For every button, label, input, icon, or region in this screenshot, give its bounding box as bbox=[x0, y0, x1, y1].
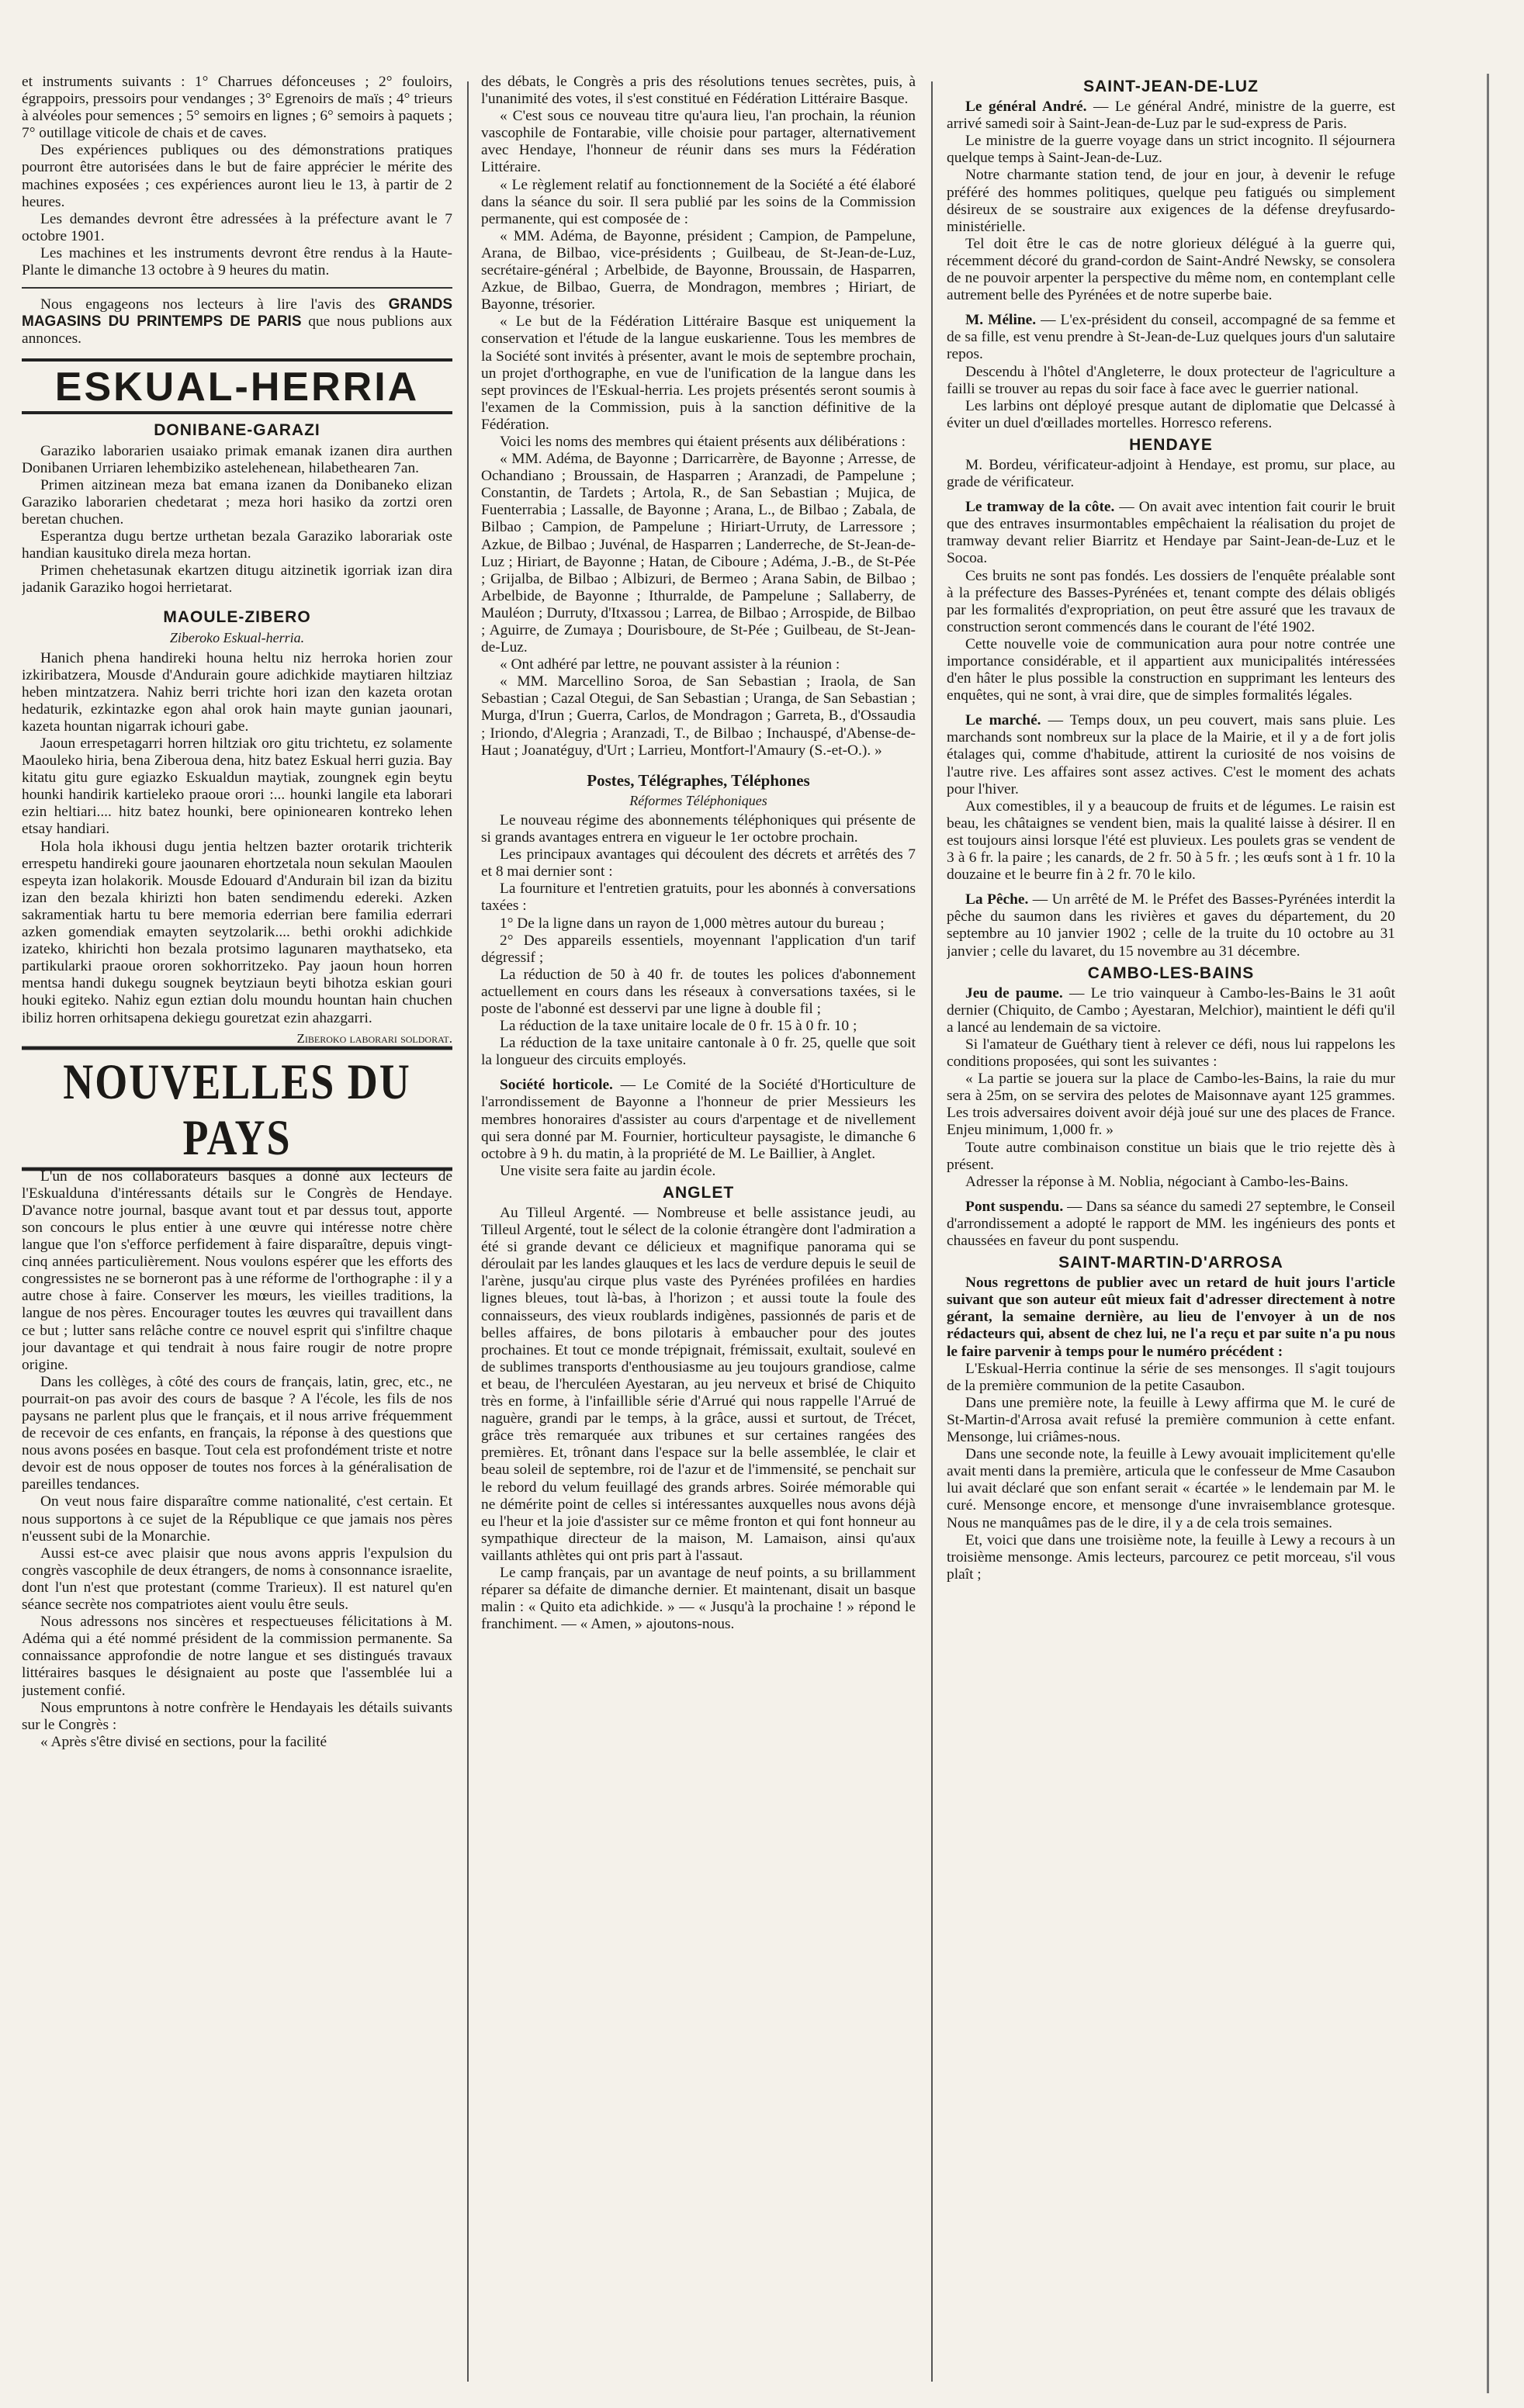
section-banner-nouvelles: NOUVELLES DU PAYS bbox=[22, 1046, 452, 1171]
signature: Ziberoko laborari soldorat. bbox=[296, 1030, 452, 1046]
paragraph: « Le but de la Fédération Littéraire Basque est uniquement la conservation et l'étude de la langue euskarienne. Tous les membres de la Société sont invités à présenter, avant le mois de septembre prochain, un projet d'orthographe, en vue de l'unification de la langue dans les sept provinces de l'Eskual-herria. Les projets présentés seront soumis à l'examen de la Commission, puis à la sanction définitive de la Fédération. bbox=[481, 313, 916, 433]
subheading: Ziberoko Eskual-herria. bbox=[169, 630, 305, 646]
paragraph: Ces bruits ne sont pas fondés. Les dossiers de l'enquête préalable sont à la préfecture des Basses-Pyrénées et, tenant compte des délais obligés par les formalités d'expropriation, on peut être assuré que les travaux de construction seront commencés dans le courant de l'été 1902. bbox=[947, 567, 1395, 635]
item-lead: Le tramway de la côte. bbox=[965, 499, 1115, 516]
promo-text: Nous engageons nos lecteurs à lire l'avis des bbox=[40, 296, 376, 313]
paragraph: Le nouveau régime des abonnements téléphoniques qui présente de si grands avantages entrera en vigueur le 1er octobre prochain. bbox=[481, 811, 916, 846]
paragraph: Nous empruntons à notre confrère le Hendayais les détails suivants sur le Congrès : bbox=[22, 1699, 452, 1733]
paragraph: On veut nous faire disparaître comme nationalité, c'est certain. Et nous supportons à ce sujet de la République ce que jamais nos pères n'eussent subi de la Monarchie. bbox=[22, 1493, 452, 1545]
paragraph: 2° Des appareils essentiels, moyennant l'application d'un tarif dégressif ; bbox=[481, 932, 916, 966]
paragraph: Le camp français, par un avantage de neuf points, a su brillamment réparer sa défaite de dimanche dernier. Et maintenant, disait un basque malin : « Quito eta adichkide. » — « Jusqu'à la prochaine ! » répond le franchiment. — « Amen, » ajoutons-nous. bbox=[481, 1564, 916, 1633]
news-item bbox=[947, 891, 1395, 960]
paragraph: Voici les noms des membres qui étaient présents aux délibérations : bbox=[500, 433, 906, 450]
paragraph: La réduction de 50 à 40 fr. de toutes les polices d'abonnement actuellement en cours dans les réseaux à conversations taxées, si le poste de l'abonné est desservi par une ligne à double fil ; bbox=[481, 966, 916, 1017]
item-body: — Le trio vainqueur à Cambo-les-Bains le 31 août dernier (Chiquito, de Cambo ; Ayestaran, Melchior), maintient le défi qu'il a lancé au lendemain de sa victoire. bbox=[947, 984, 1395, 1036]
paragraph: « MM. Marcellino Soroa, de San Sebastian ; Iraola, de San Sebastian ; Cazal Otegui, de San Sebastian ; Uranga, de San Sebastian ; Murga, d'Irun ; Guerra, Carlos, de Mondragon ; Garreta, B., d'Ossaudia ; Iriondo, d'Alegria ; Aranzadi, T., de Bilbao ; Inchauspé, d'Abense-de-Haut ; Joanatéguy, d'Urt ; Larrieu, Montfort-l'Amaury (S.-et-O.). » bbox=[481, 673, 916, 759]
paragraph: L'Eskual-Herria continue la série de ses mensonges. Il s'agit toujours de la première communion de la petite Casaubon. bbox=[947, 1360, 1395, 1394]
paragraph: des débats, le Congrès a pris des résolutions tenues secrètes, puis, à l'unanimité des votes, il s'est constitué en Fédération Littéraire Basque. bbox=[481, 74, 916, 108]
item-lead: M. Méline. bbox=[965, 312, 1037, 329]
paragraph: « La partie se jouera sur la place de Cambo-les-Bains, la raie du mur sera à 25m, on se servira des pelotes de Maisonnave ayant 125 grammes. Les trois adversaires doivent avoir déjà joué sur une des places de France. Enjeu minimum, 1,000 fr. » bbox=[947, 1071, 1395, 1139]
item-body: — On avait avec intention fait courir le bruit que des entraves insurmontables empêchaient la réalisation du projet de tramway devant relier Biarritz et Hendaye par Saint-Jean-de-Luz et le Socoa. bbox=[947, 499, 1395, 567]
promo-text: que nous publions aux annonces. bbox=[22, 313, 452, 348]
paragraph: L'un de nos collaborateurs basques a donné aux lecteurs de l'Eskualduna d'intéressants détails sur le Congrès de Hendaye. D'avance notre journal, basque avant tout et par dessus tout, apporte son concours le plus entier à une œuvre qui intéresse notre chère langue que l'on s'efforce perfidement à faire disparaître, depuis vingt-cinq années particulièrement. Nous voulons espérer que les efforts des congressistes ne se borneront pas à une réforme de l'orthographe : il y a autre chose à faire. Conserver les mœurs, les vieilles traditions, la langue de nos pères. Encourager toutes les œuvres qui travaillent dans ce but ; lutter sans relâche contre ce nouvel esprit qui s'infiltre chaque jour davantage et qui tendrait à nous faire rougir de notre propre origine. bbox=[22, 1168, 452, 1373]
column-2 bbox=[481, 74, 916, 2389]
column-rule bbox=[931, 81, 933, 2382]
heading-maoule-zibero: MAOULE-ZIBERO bbox=[163, 608, 311, 627]
paragraph: Dans une seconde note, la feuille à Lewy avouait implicitement qu'elle avait menti dans la première, articula que le confesseur de Mme Casaubon lui avait déclaré que son enfant serait « écartée » le lendemain par M. le curé. Mensonge encore, et mensonge d'une invraisemblance grotesque. Nous ne manquâmes pas de le dire, il y a de cela trois semaines. bbox=[947, 1446, 1395, 1531]
paragraph: Au Tilleul Argenté. — Nombreuse et belle assistance jeudi, au Tilleul Argenté, tout le sélect de la colonie étrangère dont l'admiration a été si grande devant ce délicieux et magnifique panorama qui se déroulait par les landes glauques et les lacs de verdure depuis le seuil de l'arène, jusqu'au cirque plus vaste des Pyrénées profilées en hardies lignes bleues, tout là-bas, à l'horizon ; et aussi toute la foule des connaisseurs, des vieux roublards indigènes, passionnés de paris et de belles affaires, de bons pilotaris à embaucher pour des joutes prochaines. Et tout ce monde trépignait, frémissait, exultait, soulevé en de sublimes transports d'enthousiasme au jeu toujours grandiose, calme et beau, de l'herculéen Ayestaran, au jeu nerveux et brisé de Chiquito très en forme, à l'infaillible série d'Arrué qui nous rappelle l'Arrué de naguère, grandi par le temps, à la grâce, aussi et surtout, de Trécet, grâce très remarquée aux tribunes et sur certaines rangées des premières. Et, trônant dans l'espace sur la belle assemblée, le clair et beau soleil de septembre, roi de l'azur et de l'immensité, se penchait sur le rebord du velum feuillagé des grands arbres. Soirée mémorable qui ne démérite point de celles si intéressantes auxquelles nous avons déjà eu l'heur et la joie d'assister sur ce même fronton et qui font honneur au sympathique directeur de la maison, M. Lamaison, ainsi qu'aux vaillants athlètes qui ont pris part à l'assaut. bbox=[481, 1205, 916, 1564]
paragraph: Aussi est-ce avec plaisir que nous avons appris l'expulsion du congrès vascophile de deux étrangers, de noms à consonnance israelite, dont l'un n'est que protestant (comme Trarieux). Il est naturel qu'en séance secrète nos compatriotes aient voulu être seuls. bbox=[22, 1545, 452, 1614]
news-item bbox=[947, 1199, 1395, 1250]
paragraph: « MM. Adéma, de Bayonne ; Darricarrère, de Bayonne ; Arresse, de Ochandiano ; Broussain, de Hasparren ; Aranzadi, de Pampelune ; Constantin, de Tardets ; Artola, R., de San Sebastian ; Mujica, de Fuenterrabia ; Lassalle, de Bayonne ; Arana, L., de Bilbao ; Zabala, de Bilbao ; Campion, de Pampelune ; Hiriart-Urruty, de Larressore ; Azkue, de Bilbao ; Juvénal, de Hasparren ; Landerreche, de St-Jean-de-Luz ; Hiriart, de Bayonne ; Hatan, de Ciboure ; Adéma, J.-B., de St-Pée ; Grijalba, de Bilbao ; Albizuri, de Bermeo ; Arana Sabin, de Bilbao ; Arbelbide, de Bayonne ; Ithurralde, de Pampelune ; Sallaberry, de Mauléon ; Durruty, d'Itxassou ; Larrea, de Bilbao ; Arrospide, de Bilbao ; Aguirre, de Zumaya ; Dourisboure, de St-Pée ; Guilbeau, de St-Jean-de-Luz. bbox=[481, 451, 916, 656]
paragraph: « MM. Adéma, de Bayonne, président ; Campion, de Pampelune, Arana, de Bilbao, vice-présidents ; Guilbeau, de St-Jean-de-Luz, secrétaire-général ; Arbelbide, de Bayonne, Broussain, de Hasparren, Azkue, de Bilbao, Guerra, de Mondragon, membres ; Hiriart, de Bayonne, trésorier. bbox=[481, 227, 916, 313]
item-lead: Jeu de paume. bbox=[965, 984, 1063, 1002]
paragraph: Notre charmante station tend, de jour en jour, à devenir le refuge préféré des hommes politiques, quelque peu fatigués ou simplement désireux de se soustraire aux exigences de la défense dreyfusardo-ministérielle. bbox=[947, 167, 1395, 235]
item-body: — Un arrêté de M. le Préfet des Basses-Pyrénées interdit la pêche du saumon dans les rivières et gaves du département, du 20 septembre au 10 janvier 1902 ; celle de la truite du 10 octobre au 31 janvier ; celle du lavaret, du 15 novembre au 31 décembre. bbox=[947, 891, 1395, 960]
item-lead: La Pêche. bbox=[965, 891, 1029, 908]
news-item bbox=[947, 312, 1395, 363]
paragraph: Des expériences publiques ou des démonstrations pratiques pourront être autorisées dans le but de faire apprécier le mérite des machines exposées ; ces expériences auront lieu le 13, à partir de 2 heures. bbox=[22, 142, 452, 210]
paragraph: Adresser la réponse à M. Noblia, négociant à Cambo-les-Bains. bbox=[965, 1173, 1349, 1190]
paragraph: « Le règlement relatif au fonctionnement de la Société a été élaboré dans la séance du soir. Il sera publié par les soins de la Commission permanente, qui est composée de : bbox=[481, 176, 916, 227]
paragraph: Une visite sera faite au jardin école. bbox=[500, 1162, 716, 1179]
news-item bbox=[947, 99, 1395, 133]
paragraph: Aux comestibles, il y a beaucoup de fruits et de légumes. Le raisin est beau, les châtaignes se vendent bien, mais la qualité laisse à désirer. Il en est toujours ainsi lorsque l'été est pluvieux. Les poulets gras se vendent de 3 à 6 fr. la paire ; les canards, de 2 fr. 50 à 5 fr. ; les œufs sont à 1 fr. 10 la douzaine et le beurre fin à 2 fr. 70 le kilo. bbox=[947, 797, 1395, 884]
paragraph: Et, voici que dans une troisième note, la feuille à Lewy a recours à un troisième mensonge. Amis lecteurs, parcourez ce petit morceau, s'il vous plaît ; bbox=[947, 1531, 1395, 1583]
paragraph: Primen aitzinean meza bat emana izanen da Donibaneko elizan Garaziko laborarien chedetarat ; meza hori hasiko da zortzi oren beretan chuchen. bbox=[22, 476, 452, 528]
paragraph: Dans les collèges, à côté des cours de français, latin, grec, etc., ne pourrait-on pas avoir des cours de basque ? A l'école, les fils de nos paysans ne parlent plus que le français, et il nous arrive fréquemment de recevoir de ces enfants, en français, la réponse à des questions que nous avons posées en basque. Tout cela est profondément triste et notre devoir est de nous opposer de toutes nos forces à la généralisation de pareilles tendances. bbox=[22, 1373, 452, 1493]
paragraph: La fourniture et l'entretien gratuits, pour les abonnés à conversations taxées : bbox=[481, 881, 916, 915]
column-rule bbox=[467, 81, 469, 2382]
paragraph: Les principaux avantages qui découlent des décrets et arrêtés des 7 et 8 mai dernier sont : bbox=[481, 846, 916, 881]
heading-hendaye: HENDAYE bbox=[1129, 435, 1213, 454]
editor-note: Nous regrettons de publier avec un retard de huit jours l'article suivant que son auteur eût mieux fait d'adresser directement à notre gérant, la semaine dernière, au lieu de l'envoyer à un de nos rédacteurs qui, absent de chez lui, ne l'a reçu et par suite n'a pu nous le faire parvenir à temps pour le numéro précédent : bbox=[947, 1275, 1395, 1360]
item-body: — Le général André, ministre de la guerre, est arrivé samedi soir à Saint-Jean-de-Luz par le sud-express de Paris. bbox=[947, 99, 1395, 133]
paragraph: Les demandes devront être adressées à la préfecture avant le 7 octobre 1901. bbox=[22, 210, 452, 244]
section-banner-eskual-herria: ESKUAL-HERRIA bbox=[22, 358, 452, 414]
paragraph: Si l'amateur de Guéthary tient à relever ce défi, nous lui rappelons les conditions proposées, qui sont les suivantes : bbox=[947, 1036, 1395, 1071]
promo-brand: GRANDS MAGASINS DU PRINTEMPS DE PARIS bbox=[22, 296, 452, 330]
item-lead: Le marché. bbox=[965, 712, 1041, 729]
paragraph: « Ont adhéré par lettre, ne pouvant assister à la réunion : bbox=[500, 656, 840, 673]
paragraph: Dans une première note, la feuille à Lewy affirma que M. le curé de St-Martin-d'Arrosa avait refusé la première communion à cette enfant. Mensonge, lui criâmes-nous. bbox=[947, 1394, 1395, 1446]
paragraph: « Après s'être divisé en sections, pour la facilité bbox=[40, 1733, 327, 1750]
news-item bbox=[947, 499, 1395, 567]
heading-donibane-garazi: DONIBANE-GARAZI bbox=[154, 421, 320, 440]
divider bbox=[22, 287, 452, 289]
paragraph: Nous adressons nos sincères et respectueuses félicitations à M. Adéma qui a été nommé président de la commission permanente. Sa connaissance approfondie de notre langue et ses distingués travaux littéraires basques le désignaient au poste que l'assemblée lui a justement confié. bbox=[22, 1614, 452, 1699]
paragraph: Descendu à l'hôtel d'Angleterre, le doux protecteur de l'agriculture a failli se trouver au repas du soir face à face avec le guerrier national. bbox=[947, 363, 1395, 397]
paragraph: M. Bordeu, vérificateur-adjoint à Hendaye, est promu, sur place, au grade de vérificateur. bbox=[947, 456, 1395, 491]
news-item bbox=[481, 1077, 916, 1162]
paragraph: « C'est sous ce nouveau titre qu'aura lieu, l'an prochain, la réunion vascophile de Fontarabie, ville choisie pour partager, alternativement avec Hendaye, l'honneur de réunir dans ses murs la Fédération Littéraire. bbox=[481, 108, 916, 176]
paragraph: Jaoun errespetagarri horren hiltziak oro gitu trichtetu, ez solamente Maouleko hiria, bena Ziberoua dena, hitz batez Eskual herri guzia. Bay kitatu gitu gure egiazko Eskualdun maytiak, zoungnek egin beytu hounki handirik kartieleko praoue orori :... hounki langile eta laborari ezin heltiari.... hitz batez hounki, bere opinionearen kontreko lehen etsay handiari. bbox=[22, 735, 452, 838]
paragraph: Tel doit être le cas de notre glorieux délégué à la guerre qui, récemment décoré du grand-cordon de Saint-André Newsky, se consolera de ne pouvoir arpenter la perspective du même nom, en contemplant celle autrement belle des Pyrénées et de notre superbe baie. bbox=[947, 235, 1395, 304]
item-lead: Société horticole. bbox=[500, 1077, 613, 1094]
paragraph: 1° De la ligne dans un rayon de 1,000 mètres autour du bureau ; bbox=[500, 915, 885, 932]
paragraph: Primen chehetasunak ekartzen ditugu aitzinetik igorriak izan dira jadanik Garaziko hogoi herrietarat. bbox=[22, 562, 452, 597]
column-1 bbox=[22, 74, 452, 2389]
paragraph: et instruments suivants : 1° Charrues défonceuses ; 2° fouloirs, égrappoirs, pressoirs pour vendanges ; 3° Egrenoirs de maïs ; 4° trieurs à alvéoles pour semences ; 5° semoirs en lignes ; 6° semoirs à paquets ; 7° outillage viticole de chais et de caves. bbox=[22, 74, 452, 142]
paragraph: Le ministre de la guerre voyage dans un strict incognito. Il séjournera quelque temps à Saint-Jean-de-Luz. bbox=[947, 133, 1395, 167]
item-body: — L'ex-président du conseil, accompagné de sa femme et de sa fille, est venu prendre à St-Jean-de-Luz quelques jours d'un salutaire repos. bbox=[947, 312, 1395, 363]
paragraph: Les machines et les instruments devront être rendus à la Haute-Plante le dimanche 13 octobre à 9 heures du matin. bbox=[22, 244, 452, 279]
paragraph: La réduction de la taxe unitaire cantonale à 0 fr. 25, quelle que soit la longueur des circuits employés. bbox=[481, 1035, 916, 1069]
paragraph: Garaziko laborarien usaiako primak emanak izanen dira aurthen Donibanen Urriaren lehembiziko astelehenean, hilabethearen 7an. bbox=[22, 442, 452, 476]
paragraph: Les larbins ont déployé presque autant de diplomatie que Delcassé à éviter un duel d'œillades mortelles. Horresco referens. bbox=[947, 397, 1395, 431]
news-item bbox=[947, 985, 1395, 1036]
heading-anglet: ANGLET bbox=[662, 1183, 735, 1202]
page-edge bbox=[1487, 74, 1489, 2393]
heading-cambo-les-bains: CAMBO-LES-BAINS bbox=[1087, 964, 1255, 982]
subheading: Réformes Téléphoniques bbox=[629, 792, 767, 808]
newspaper-page bbox=[16, 74, 1508, 2393]
paragraph: Hanich phena handireki houna heltu niz herroka horien zour izkiribatzera, Mousde d'Andurain goure adichkide maytiaren hiltziaz heben mintzatzera. Nahiz berri trichte hori izan den kazeta orotan hedaturik, ezkintazke egon ahal orok hain mayte gunian jaounari, kazeta hountan nigarrak ichouri gabe. bbox=[22, 649, 452, 735]
paragraph: Esperantza dugu bertze urthetan bezala Garaziko laborariak oste handian kausituko direla meza hortan. bbox=[22, 528, 452, 562]
news-item bbox=[947, 712, 1395, 797]
promo-notice bbox=[22, 296, 452, 348]
paragraph: Toute autre combinaison constitue un biais que le trio rejette dès à présent. bbox=[947, 1139, 1395, 1173]
item-body: — Temps doux, un peu couvert, mais sans pluie. Les marchands sont nombreux sur la place de la Mairie, et il y a de fort jolis étalages qui, comme d'habitude, attirent la curiosité de nos voisins de l'autre rive. Les affaires sont assez actives. C'est le moment des achats pour l'hiver. bbox=[947, 712, 1395, 797]
heading-saint-jean-de-luz: SAINT-JEAN-DE-LUZ bbox=[1083, 78, 1259, 95]
item-lead: Le général André. bbox=[965, 99, 1087, 116]
heading-saint-martin-d-arrosa: SAINT-MARTIN-D'ARROSA bbox=[1058, 1254, 1283, 1272]
paragraph: Cette nouvelle voie de communication aura pour notre contrée une importance considérable, et il appartient aux municipalités intéressées d'en hâter le plus possible la construction en supprimant les lenteurs des enquêtes, qui ne sont, à vrai dire, que de simples formalités légales. bbox=[947, 635, 1395, 704]
item-body: — Le Comité de la Société d'Horticulture de l'arrondissement de Bayonne a l'honneur de prier Messieurs les membres honoraires d'assister au cours d'arpentage et de nivellement qui sera donné par M. Fournier, horticulteur paysagiste, le dimanche 6 octobre à 9 h. du matin, à la propriété de M. Le Baillier, à Anglet. bbox=[481, 1077, 916, 1162]
paragraph: Hola hola ikhousi dugu jentia heltzen bazter orotarik trichterik errespetu handireki goure jaounaren ehortzetala noun sekulan Maoulen espeyta izan holakorik. Mousde Edouard d'Andurain bil izan da bizitu izan den bezala khirizti hon baten sendimendu edereki. Azken sakramentiak hartu tu bere memoria ederrian bere familia ederrari azken gomendiak emayten seytzolarik.... bethi orokhi adichkide izateko, khirichti hon bezala protsimo lagunaren maythatseko, eta partikularki praoue ororen sokhorritzeko. Pay jaoun houn horren mentsa handi dukegu sougnek beytziaun beyti bihotza eskian gouri houki egiteko. Nahiz egun eztian dolu moundu hountan hain chuchen ibiliz horren orhitsapena dekiegu gouretzat ezin ahazgarri. bbox=[22, 838, 452, 1026]
column-3 bbox=[947, 74, 1395, 2389]
item-lead: Pont suspendu. bbox=[965, 1198, 1064, 1215]
item-body: — Dans sa séance du samedi 27 septembre, le Conseil d'arrondissement a adopté le rapport de MM. les ingénieurs des ponts et chaussées en faveur du pont suspendu. bbox=[947, 1198, 1395, 1249]
heading-postes: Postes, Télégraphes, Téléphones bbox=[587, 770, 810, 790]
paragraph: La réduction de la taxe unitaire locale de 0 fr. 15 à 0 fr. 10 ; bbox=[500, 1018, 857, 1035]
